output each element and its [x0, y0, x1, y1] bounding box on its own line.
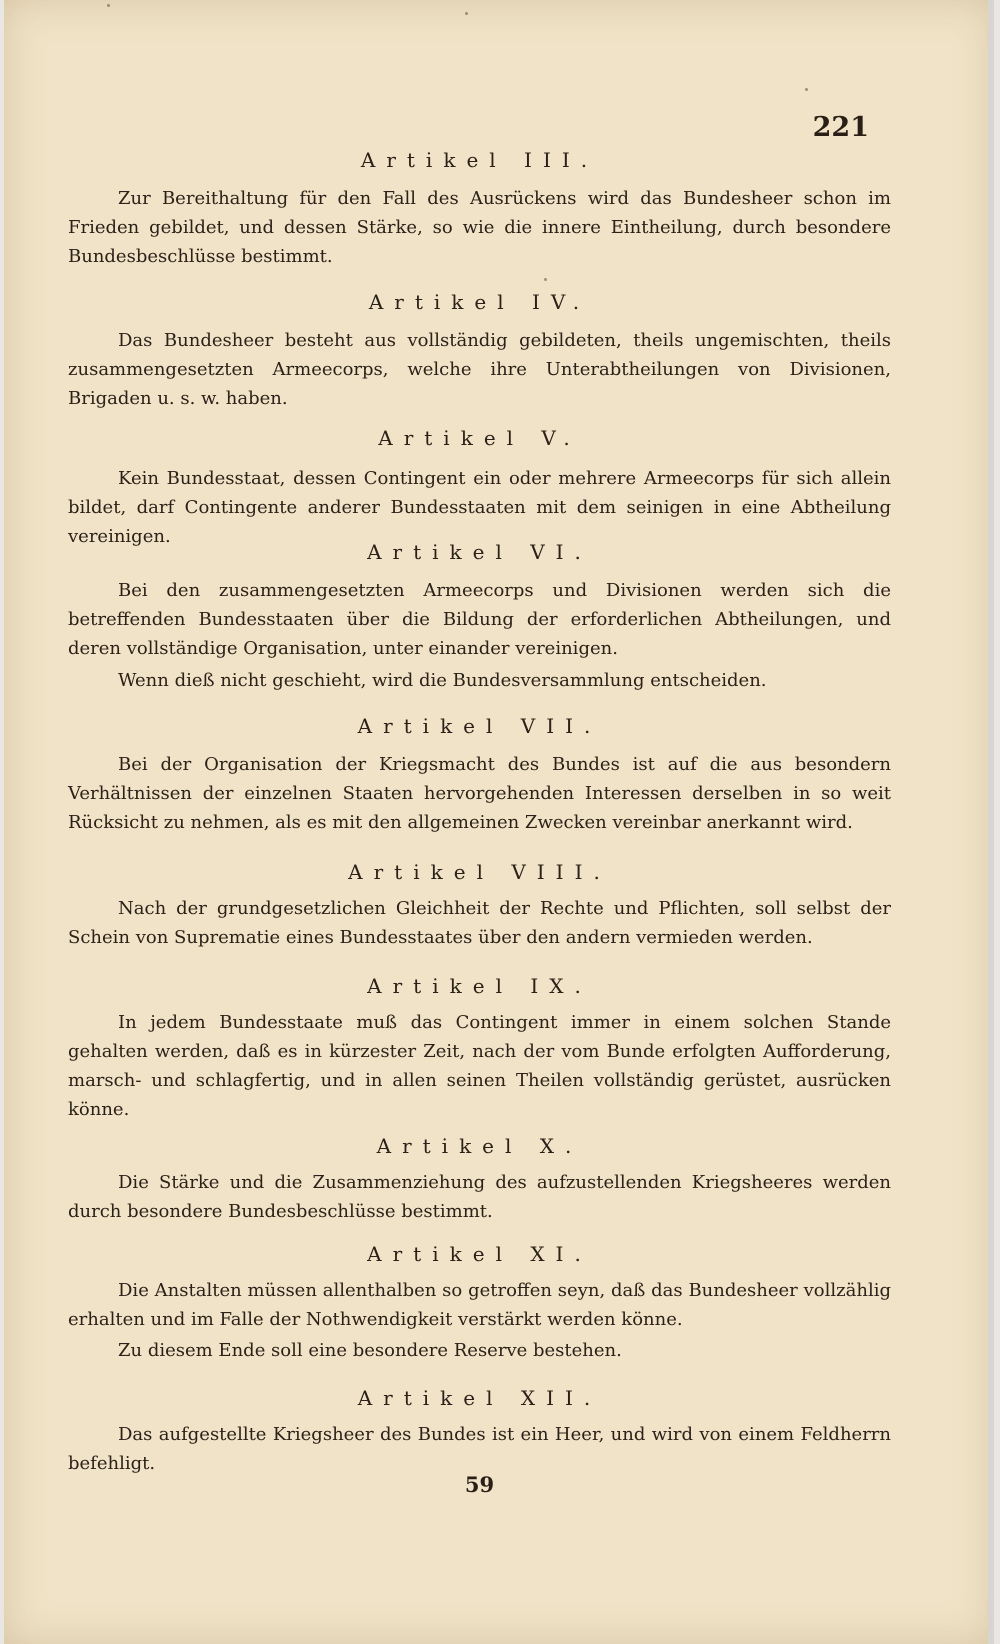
article-heading: Artikel V. [378, 426, 581, 450]
article-heading: Artikel X. [376, 1134, 583, 1158]
article-paragraph: In jedem Bundesstaate muß das Contingent immer in einem solchen Stande gehalten werden, daß es in kürzester Zeit, nach der vom Bunde erfolgten Aufforderung, marsch- und schlagfertig, und in allen seinen Theilen vollständig gerüstet, ausrücken könne. [68, 1012, 891, 1120]
article-heading: Artikel XII. [357, 1386, 602, 1410]
article-paragraph: Wenn dieß nicht geschieht, wird die Bundesversammlung entscheiden. [118, 670, 767, 691]
article-paragraph: Zu diesem Ende soll eine besondere Reserve bestehen. [118, 1340, 622, 1361]
page-edge [988, 0, 994, 1644]
article-paragraph: Zur Bereithaltung für den Fall des Ausrückens wird das Bundesheer schon im Frieden gebildet, und dessen Stärke, so wie die innere Eintheilung, durch besondere Bundesbeschlüsse bestimmt. [68, 188, 891, 267]
article-paragraph: Das Bundesheer besteht aus vollständig gebildeten, theils ungemischten, theils zusammengesetzten Armeecorps, welche ihre Unterabtheilungen von Divisionen, Brigaden u. s. w. haben. [68, 330, 891, 409]
article-heading: Artikel VIII. [348, 860, 611, 884]
article-heading: Artikel IX. [367, 974, 592, 998]
article-paragraph: Die Stärke und die Zusammenziehung des aufzustellenden Kriegsheeres werden durch besondere Bundesbeschlüsse bestimmt. [68, 1172, 891, 1222]
scanned-page [4, 0, 994, 1644]
article-paragraph: Nach der grundgesetzlichen Gleichheit der Rechte und Pflichten, soll selbst der Schein von Suprematie eines Bundesstaates über den andern vermieden werden. [68, 898, 891, 948]
article-heading: Artikel VII. [357, 714, 602, 738]
speck [107, 4, 110, 7]
article-heading: Artikel VI. [367, 540, 592, 564]
page-number: 221 [812, 112, 869, 143]
article-heading: Artikel XI. [367, 1242, 592, 1266]
article-heading: Artikel III. [360, 148, 599, 172]
speck [805, 88, 808, 91]
article-paragraph: Bei den zusammengesetzten Armeecorps und Divisionen werden sich die betreffenden Bundesstaaten über die Bildung der erforderlichen Abtheilungen, und deren vollständige Organisation, unter einander vereinigen. [68, 580, 891, 659]
article-heading: Artikel IV. [368, 290, 591, 314]
article-paragraph: Kein Bundesstaat, dessen Contingent ein oder mehrere Armeecorps für sich allein bildet, darf Contingente anderer Bundesstaaten mit dem seinigen in eine Abtheilung vereinigen. [68, 468, 891, 547]
article-paragraph: Bei der Organisation der Kriegsmacht des Bundes ist auf die aus besondern Verhältnissen der einzelnen Staaten hervorgehenden Interessen derselben in so weit Rücksicht zu nehmen, als es mit den allgemeinen Zwecken vereinbar anerkannt wird. [68, 754, 891, 833]
article-paragraph: Die Anstalten müssen allenthalben so getroffen seyn, daß das Bundesheer vollzählig erhalten und im Falle der Nothwendigkeit verstärkt werden könne. [68, 1280, 891, 1330]
signature-folio: 59 [464, 1472, 495, 1497]
article-paragraph: Das aufgestellte Kriegsheer des Bundes ist ein Heer, und wird von einem Feldherrn befehligt. [68, 1424, 891, 1474]
speck [465, 12, 468, 15]
speck [544, 278, 547, 281]
